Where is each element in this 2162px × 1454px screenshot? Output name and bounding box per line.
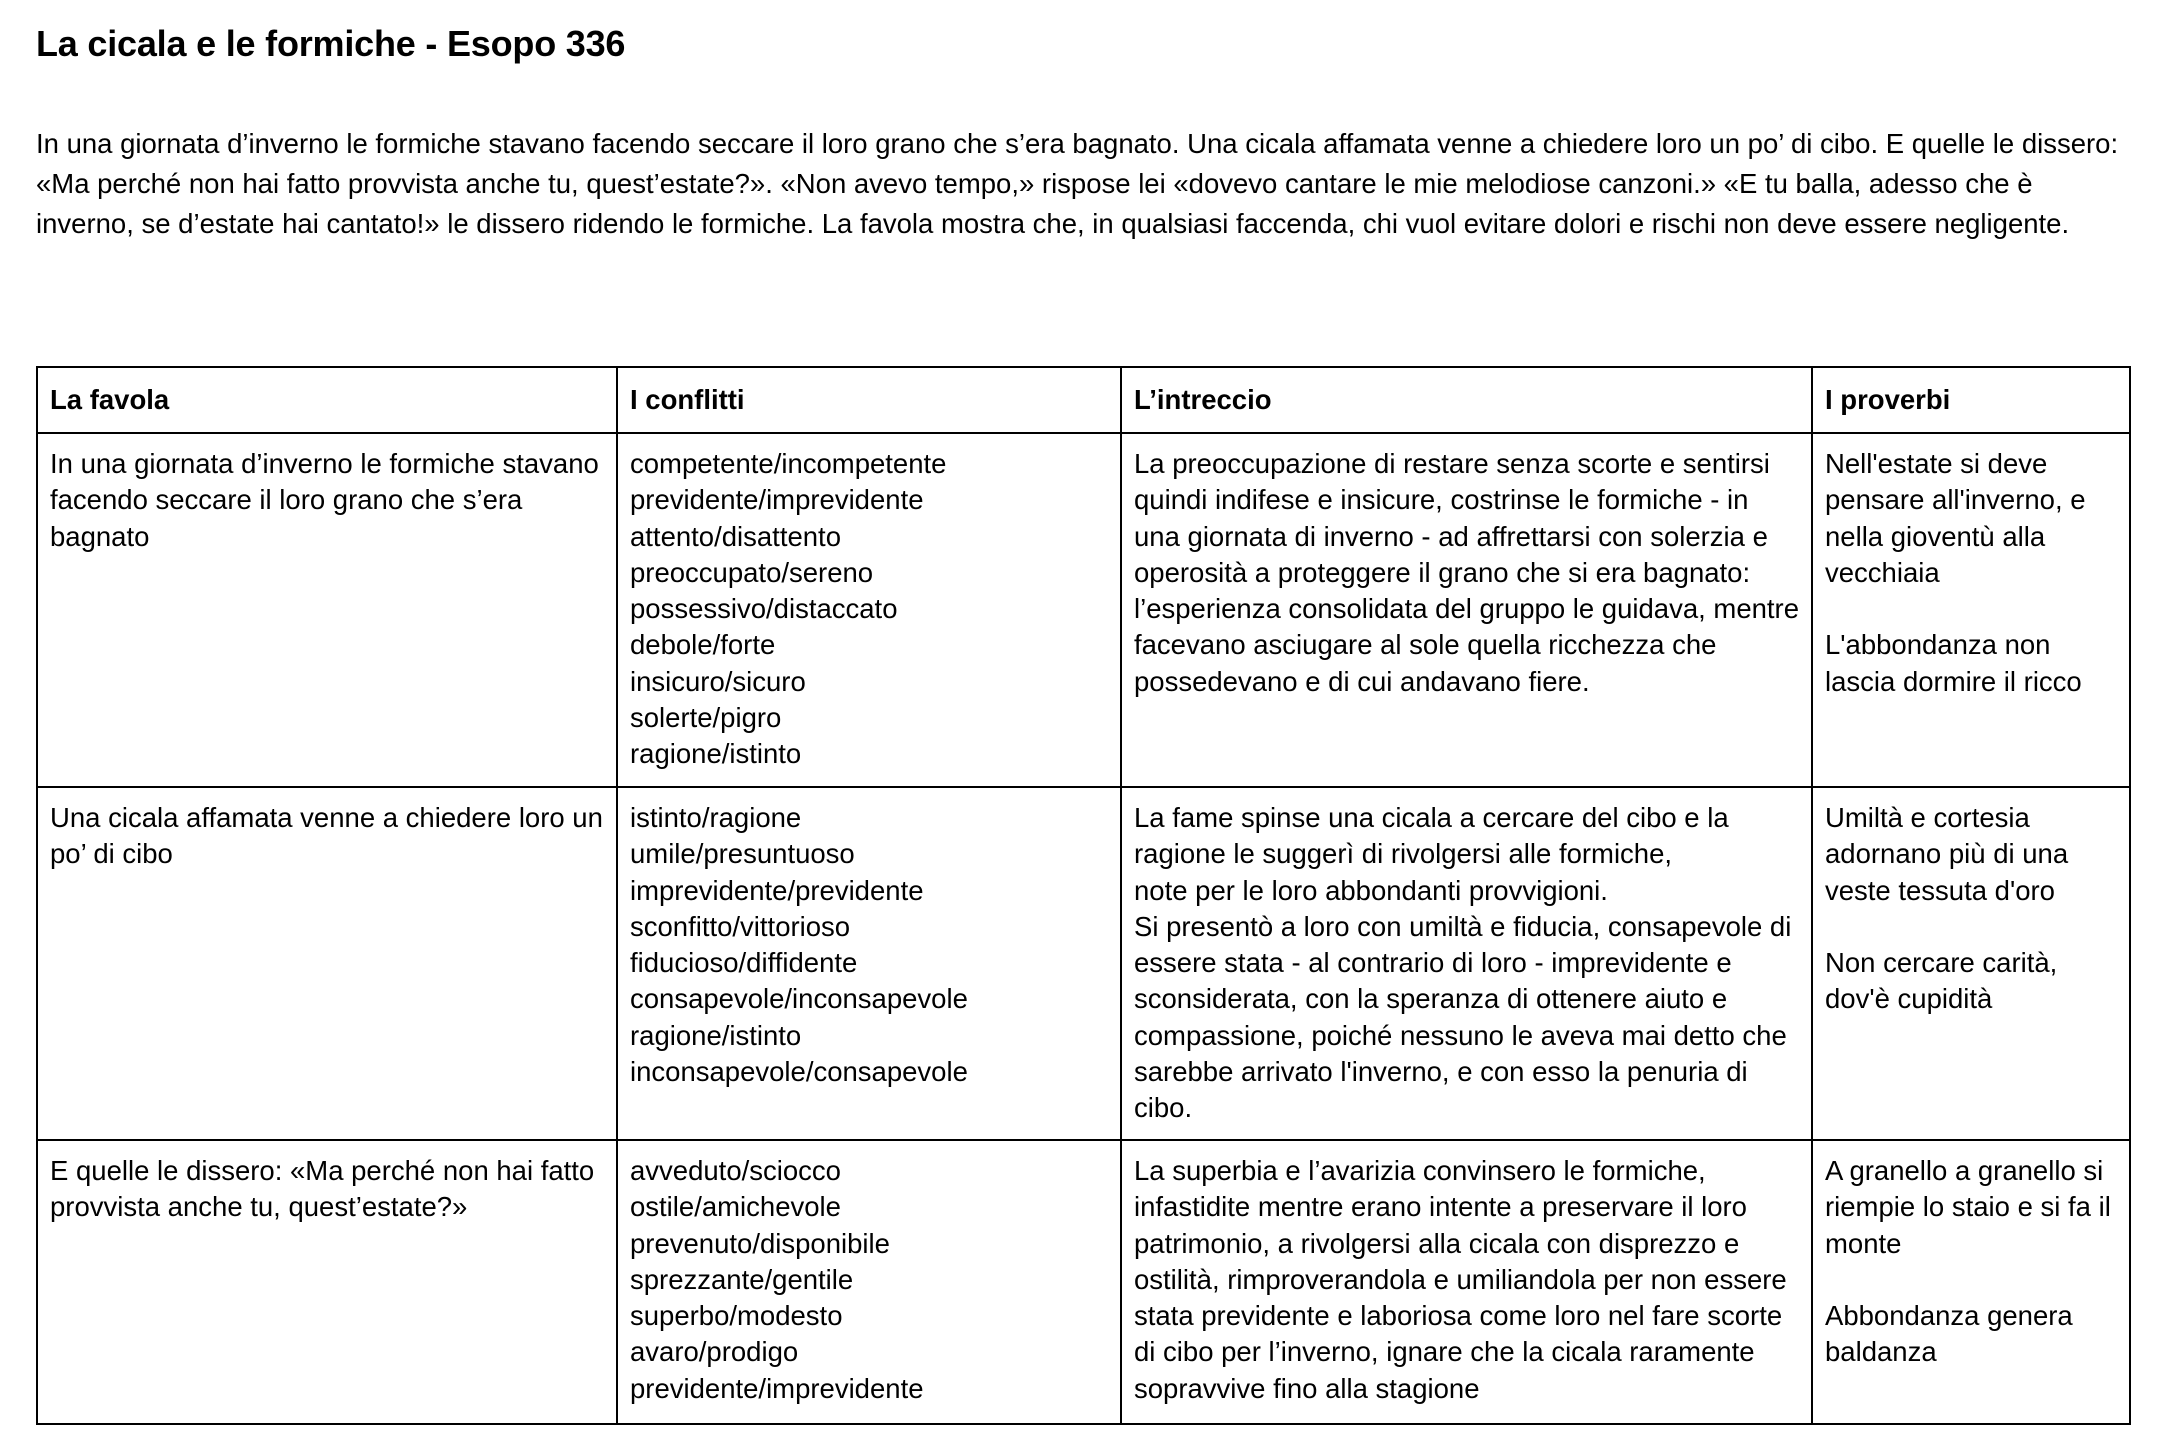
conflict-pair: preoccupato/sereno <box>630 556 874 588</box>
conflict-pair: imprevidente/previdente <box>630 874 924 906</box>
conflict-pair: umile/presuntuoso <box>630 838 855 870</box>
favola-text: Una cicala affamata venne a chiedere loro un po’ di cibo <box>50 802 603 870</box>
conflict-pair: ostile/amichevole <box>630 1191 841 1223</box>
blank-line <box>1825 591 2117 627</box>
header-i-proverbi: I proverbi <box>1812 367 2130 433</box>
proverbi-cell <box>1812 1140 2130 1424</box>
favola-text: E quelle le dissero: «Ma perché non hai fatto provvista anche tu, quest’estate?» <box>50 1155 595 1223</box>
conflict-pair: competente/incompetente <box>630 448 947 479</box>
intreccio-cell <box>1121 433 1812 787</box>
plot-paragraph: note per le loro abbondanti provvigioni. <box>1134 874 1608 906</box>
header-i-conflitti: I conflitti <box>617 367 1121 433</box>
plot-paragraph: Si presentò a loro con umiltà e fiducia, consapevole di essere stata - al contrario di loro - imprevidente e sconsiderata, con la speranza di ottenere aiuto e compassione, poiché nessuno le aveva mai detto che sarebbe arrivato l'inverno, e con esso la penuria di cibo. <box>1134 910 1792 1124</box>
blank-line <box>1825 909 2117 945</box>
document-title: La cicala e le formiche - Esopo 336 <box>36 23 626 64</box>
conflict-pair: inconsapevole/consapevole <box>630 1056 968 1088</box>
conflitti-cell <box>617 1140 1121 1424</box>
intreccio-cell <box>1121 787 1812 1140</box>
conflict-pair: solerte/pigro <box>630 702 782 734</box>
conflict-pair: avaro/prodigo <box>630 1336 799 1368</box>
conflitti-cell <box>617 787 1121 1140</box>
proverb: L'abbondanza non lascia dormire il ricco <box>1825 629 2082 697</box>
conflict-pair: sprezzante/gentile <box>630 1263 854 1295</box>
conflict-pair: ragione/istinto <box>630 1019 802 1051</box>
conflict-pair: fiducioso/diffidente <box>630 947 858 979</box>
conflict-pair: superbo/modesto <box>630 1300 843 1332</box>
header-la-favola: La favola <box>37 367 617 433</box>
plot-paragraph: La superbia e l’avarizia convinsero le formiche, infastidite mentre erano intente a preservare il loro patrimonio, a rivolgersi alla cicala con disprezzo e ostilità, rimproverandola e umiliandola per non essere stata previdente e laboriosa come loro nel fare scorte di cibo per l’inverno, ignare che la cicala raramente sopravvive fino alla stagione <box>1134 1155 1787 1404</box>
conflict-pair: sconfitto/vittorioso <box>630 910 851 942</box>
conflict-pair: previdente/imprevidente <box>630 1372 924 1404</box>
conflict-pair: avveduto/sciocco <box>630 1155 841 1186</box>
plot-paragraph: La fame spinse una cicala a cercare del cibo e la ragione le suggerì di rivolgersi alle formiche, <box>1134 802 1729 870</box>
intreccio-cell <box>1121 1140 1812 1424</box>
conflict-pair: attento/disattento <box>630 520 841 552</box>
conflict-pair: possessivo/distaccato <box>630 593 898 625</box>
proverb: A granello a granello si riempie lo staio e si fa il monte <box>1825 1155 2111 1259</box>
favola-text: In una giornata d’inverno le formiche stavano facendo seccare il loro grano che s’era bagnato <box>50 448 599 552</box>
plot-paragraph: La preoccupazione di restare senza scorte e sentirsi quindi indifese e insicure, costrinse le formiche - in una giornata di inverno - ad affrettarsi con solerzia e operosità a proteggere il grano che si era bagnato: l’esperienza consolidata del gruppo le guidava, mentre facevano asciugare al sole quella ricchezza che possedevano e di cui andavano fiere. <box>1134 448 1800 697</box>
conflict-pair: previdente/imprevidente <box>630 484 924 516</box>
conflict-pair: consapevole/inconsapevole <box>630 983 968 1015</box>
proverb: Nell'estate si deve pensare all'inverno, e nella gioventù alla vecchiaia <box>1825 448 2086 588</box>
proverbi-cell <box>1812 433 2130 787</box>
table-row <box>37 1140 2130 1424</box>
conflitti-cell <box>617 433 1121 787</box>
proverbi-cell <box>1812 787 2130 1140</box>
favola-cell <box>37 1140 617 1424</box>
fable-text: In una giornata d’inverno le formiche stavano facendo seccare il loro grano che s’era bagnato. Una cicala affamata venne a chiedere loro un po’ di cibo. E quelle le dissero: «Ma perché non hai fatto provvista anche tu, quest’estate?». «Non avevo tempo,» rispose lei «dovevo cantare le mie melodiose canzoni.» «E tu balla, adesso che è inverno, se d’estate hai cantato!» le dissero ridendo le formiche. La favola mostra che, in qualsiasi faccenda, chi vuol evitare dolori e rischi non deve essere negligente. <box>36 128 2119 239</box>
fable-analysis-table <box>36 366 2131 1425</box>
favola-cell <box>37 433 617 787</box>
proverb: Non cercare carità, dov'è cupidità <box>1825 947 2058 1015</box>
blank-line <box>1825 1262 2117 1298</box>
conflict-pair: ragione/istinto <box>630 738 802 770</box>
conflict-pair: debole/forte <box>630 629 776 661</box>
proverb: Umiltà e cortesia adornano più di una veste tessuta d'oro <box>1825 802 2069 906</box>
proverb: Abbondanza genera baldanza <box>1825 1300 2073 1368</box>
conflict-pair: istinto/ragione <box>630 802 802 833</box>
table-row <box>37 433 2130 787</box>
header-l-intreccio: L’intreccio <box>1121 367 1812 433</box>
table-row <box>37 787 2130 1140</box>
table-header-row <box>37 367 2130 433</box>
favola-cell <box>37 787 617 1140</box>
conflict-pair: prevenuto/disponibile <box>630 1227 890 1259</box>
conflict-pair: insicuro/sicuro <box>630 665 806 697</box>
